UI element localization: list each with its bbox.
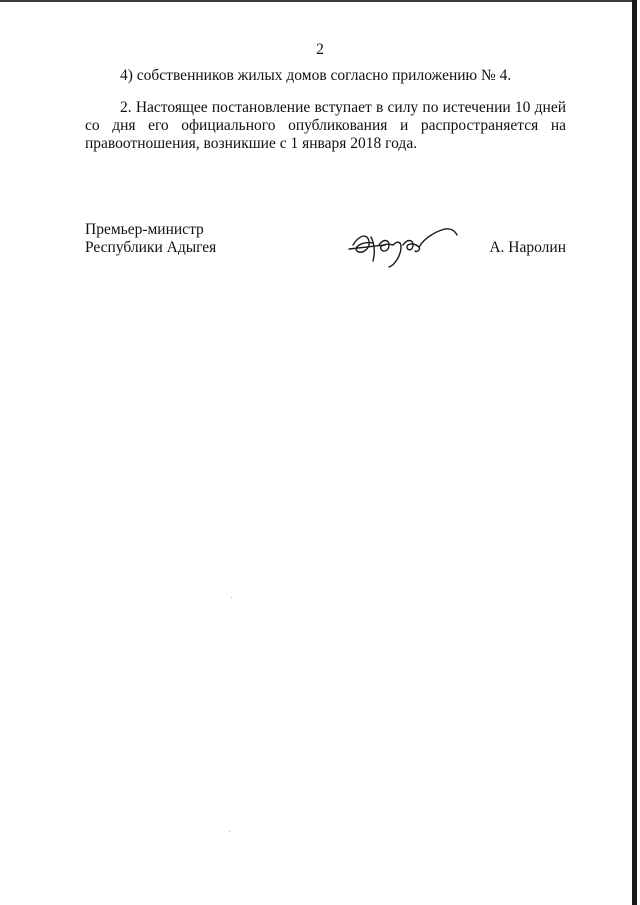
paragraph-2-line-1: 2. Настоящее постановление вступает в силу по истечении 10 дней bbox=[120, 99, 566, 116]
handwritten-signature bbox=[345, 215, 460, 270]
scan-speck bbox=[229, 831, 230, 832]
scan-edge-right bbox=[632, 0, 637, 905]
list-item-4: 4) собственников жилых домов согласно приложению № 4. bbox=[120, 67, 512, 84]
paragraph-2-line-3: правоотношения, возникшие с 1 января 2018 года. bbox=[85, 135, 418, 152]
page-number: 2 bbox=[316, 41, 324, 58]
scan-speck bbox=[231, 597, 232, 598]
paragraph-2-line-2: со дня его официального опубликования и распространяется на bbox=[85, 117, 566, 134]
signer-title-line-2: Республики Адыгея bbox=[85, 239, 217, 256]
signer-name: А. Наролин bbox=[489, 239, 566, 256]
signer-title-line-1: Премьер-министр bbox=[85, 221, 204, 238]
scan-edge-top bbox=[0, 0, 632, 2]
